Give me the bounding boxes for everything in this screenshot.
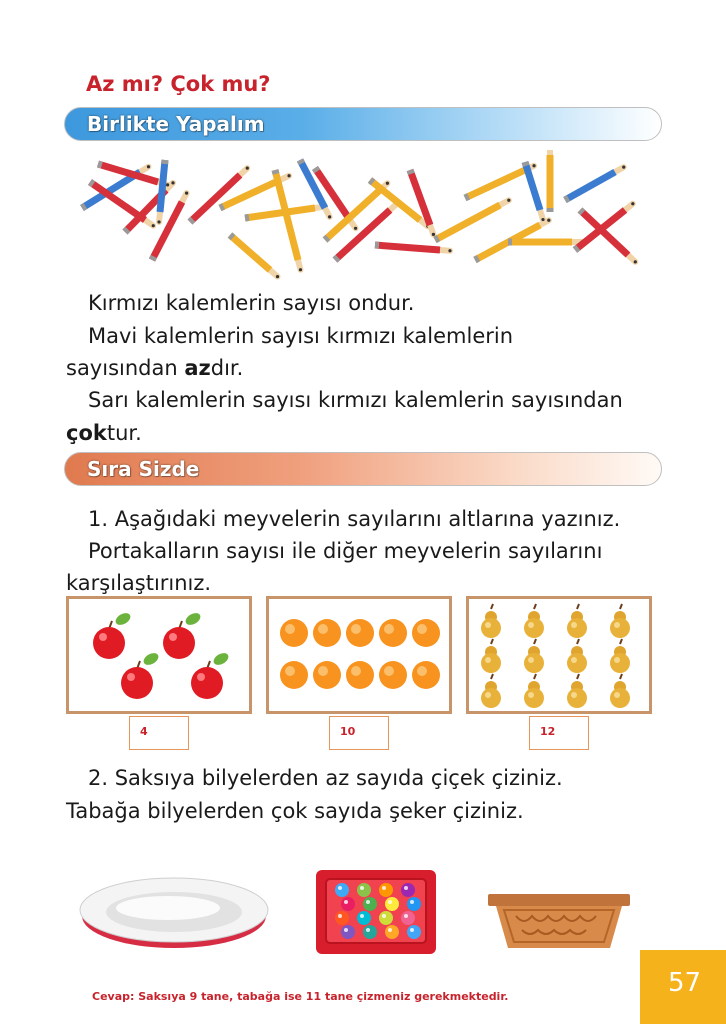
pencil — [508, 240, 584, 243]
task2-line-1: 2. Saksıya bilyelerden az sayıda çiçek çiziniz. — [88, 766, 563, 790]
task1-line-2: Portakalların sayısı ile diğer meyvelerin sayılarını — [88, 539, 603, 563]
orange — [412, 661, 440, 689]
pear — [567, 604, 587, 638]
orange — [346, 619, 374, 647]
orange — [280, 661, 308, 689]
pear — [524, 604, 544, 638]
pear — [481, 674, 501, 708]
orange — [313, 661, 341, 689]
answer-apples: 4 — [140, 725, 148, 738]
plate-illustration — [76, 872, 272, 952]
pencil — [565, 166, 625, 200]
text-line-3 — [66, 352, 666, 384]
text-span: sayısından — [66, 356, 178, 380]
task2-line-2: Tabağa bilyelerden çok sayıda şeker çiziniz. — [66, 799, 524, 823]
pencil — [90, 182, 155, 227]
marble — [385, 897, 399, 911]
flower-pot-illustration — [486, 890, 632, 954]
pencil — [410, 170, 435, 236]
text-line-1: Kırmızı kalemlerin sayısı ondur. — [88, 291, 415, 315]
text-line-2: Mavi kalemlerin sayısı kırmızı kalemlerin — [88, 324, 514, 348]
banner-label: Birlikte Yapalım — [87, 112, 265, 136]
text-line-4: Sarı kalemlerin sayısı kırmızı kalemlerin sayısından — [88, 388, 623, 412]
pear — [567, 674, 587, 708]
text-span: tur. — [106, 421, 142, 445]
pencil — [190, 167, 249, 222]
marble — [363, 925, 377, 939]
orange — [346, 661, 374, 689]
marble — [363, 897, 377, 911]
pencil — [98, 164, 169, 186]
orange — [280, 619, 308, 647]
banner-sira-sizde — [64, 452, 662, 486]
pear — [610, 604, 630, 638]
orange — [379, 619, 407, 647]
page-number: 57 — [668, 968, 702, 998]
task1-line-1: 1. Aşağıdaki meyvelerin sayılarını altlarına yazınız. — [88, 507, 621, 531]
marble — [407, 925, 421, 939]
apple — [93, 611, 132, 659]
bold-word-cok: çok — [66, 421, 107, 445]
marble — [379, 911, 393, 925]
pencil — [525, 162, 545, 221]
marble — [385, 925, 399, 939]
pears-box — [466, 596, 652, 714]
text-span: dır. — [210, 356, 244, 380]
pear — [481, 639, 501, 673]
marbles-tray-illustration — [314, 868, 438, 956]
apple — [191, 651, 230, 699]
task1-line-3: karşılaştırınız. — [66, 571, 212, 595]
pear — [610, 639, 630, 673]
apples-illustration — [69, 599, 249, 711]
marble — [379, 883, 393, 897]
oranges-box — [266, 596, 452, 714]
answer-note: Cevap: Saksıya 9 tane, tabağa ise 11 tane çizmeniz gerekmektedir. — [92, 990, 509, 1003]
marble — [407, 897, 421, 911]
pencils-illustration — [70, 150, 650, 285]
answer-oranges: 10 — [340, 725, 356, 738]
answer-box-apples[interactable] — [129, 716, 189, 750]
apples-box — [66, 596, 252, 714]
pear — [524, 639, 544, 673]
apple — [163, 611, 202, 659]
marble — [401, 883, 415, 897]
marble — [401, 911, 415, 925]
bold-word-az: az — [184, 356, 211, 380]
marble — [335, 911, 349, 925]
answer-box-oranges[interactable] — [329, 716, 389, 750]
pencil — [230, 235, 279, 278]
page-number-box — [640, 950, 726, 1024]
orange — [412, 619, 440, 647]
marble — [357, 883, 371, 897]
pear — [567, 639, 587, 673]
pencil — [275, 170, 302, 271]
answer-box-pears[interactable] — [529, 716, 589, 750]
marble — [357, 911, 371, 925]
apple — [121, 651, 160, 699]
banner-birlikte-yapalim — [64, 107, 662, 141]
oranges-illustration — [269, 599, 449, 711]
pear — [481, 604, 501, 638]
pencil — [548, 150, 551, 212]
pencil — [375, 245, 452, 252]
pencil — [435, 199, 510, 240]
page-title: Az mı? Çok mu? — [86, 72, 271, 96]
marble — [335, 883, 349, 897]
pear — [610, 674, 630, 708]
pear — [524, 674, 544, 708]
marble — [341, 897, 355, 911]
pencil — [157, 160, 165, 224]
marble — [341, 925, 355, 939]
text-line-5 — [66, 417, 666, 449]
answer-pears: 12 — [540, 725, 556, 738]
orange — [313, 619, 341, 647]
banner-label: Sıra Sizde — [87, 457, 200, 481]
orange — [379, 661, 407, 689]
pears-illustration — [469, 599, 649, 711]
